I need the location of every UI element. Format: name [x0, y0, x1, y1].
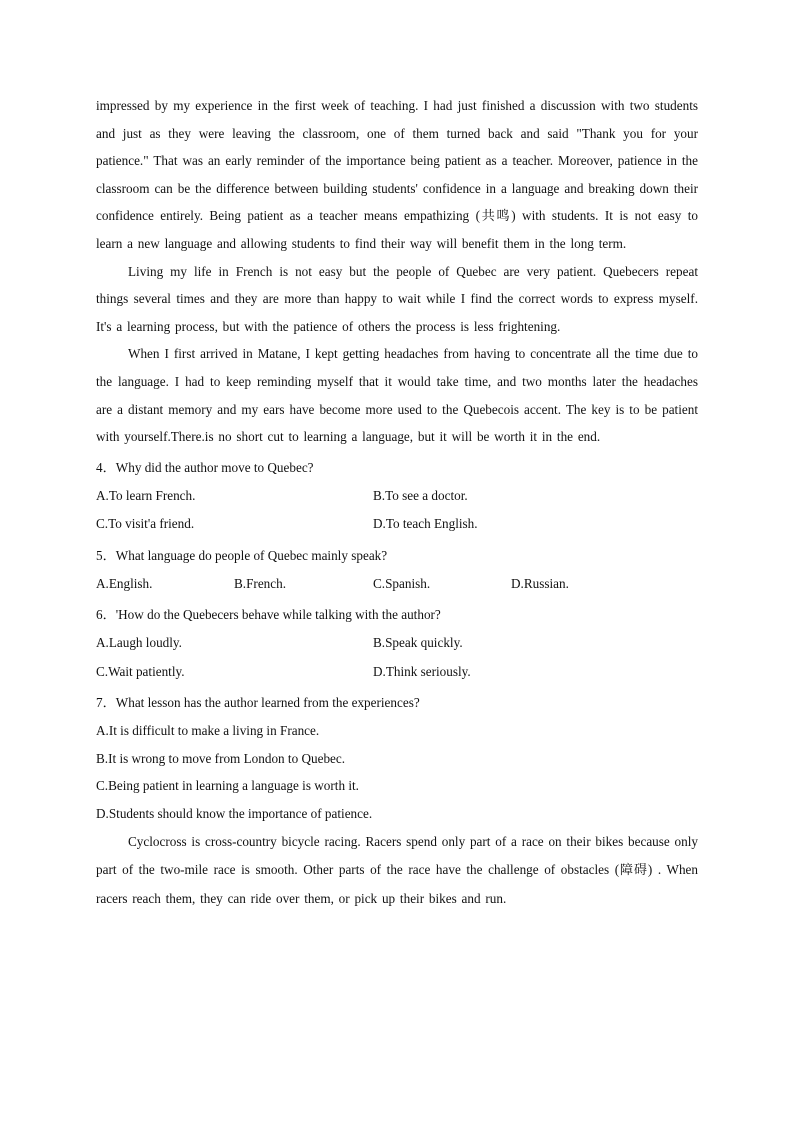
question-stem: 4．Why did the author move to Quebec?: [96, 459, 314, 475]
answer-options: [96, 570, 698, 599]
answer-option-b: B.Speak quickly.: [373, 635, 463, 651]
answer-option-d: D.Russian.: [511, 575, 569, 591]
document-page: [96, 92, 698, 913]
answer-option-c: C.Being patient in learning a language is worth it.: [96, 778, 359, 794]
question-stem: 5．What language do people of Quebec mainly speak?: [96, 547, 388, 563]
answer-option-d: D.Students should know the importance of patience.: [96, 806, 373, 821]
answer-option-a: A.It is difficult to make a living in France.: [96, 723, 320, 739]
answer-option-a: A.To learn French.: [96, 487, 196, 503]
answer-option-d: D.To teach English.: [373, 516, 478, 532]
passage-paragraph: When I first arrived in Matane, I kept getting headaches from having to concentrate all the time due to the language. I had to keep reminding myself that it would take time, and two months later the headaches are a distant memory and my ears have become more used to the Quebecois accent. The key is to be patient with yourself.There.is no short cut to learning a language, but it will be worth it in the end.: [96, 346, 698, 445]
answer-option-c: C.To visit'a friend.: [96, 516, 195, 532]
question-stem: 7．What lesson has the author learned from the experiences?: [96, 695, 420, 711]
answer-option-b: B.French.: [234, 575, 287, 591]
passage-paragraph: Living my life in French is not easy but the people of Quebec are very patient. Quebecers repeat things several times and they are more than happy to wait while I find the correct words to express myself. It's a learning process, but with the patience of others the process is less frightening.: [96, 263, 698, 334]
answer-option-d: D.Think seriously.: [373, 663, 471, 679]
answer-option-b: B.It is wrong to move from London to Quebec.: [96, 750, 346, 766]
passage-paragraph: impressed by my experience in the first week of teaching. I had just finished a discussion with two students and just as they were leaving the classroom, one of them turned back and said "Thank you for your patience." That was an early reminder of the importance being patient as a teacher. Moreover, patience in the classroom can be the difference between building students' confidence in a language and breaking down their confidence entirely. Being patient as a teacher means empathizing (共鸣) with students. It is not easy to learn a new language and allowing students to find their way will benefit them in the long term.: [96, 98, 698, 251]
answer-options: [96, 717, 698, 827]
answer-option-a: A.English.: [96, 575, 153, 591]
answer-options: [96, 629, 698, 686]
answer-options: [96, 482, 698, 539]
question-stem: 6．'How do the Quebecers behave while talking with the author?: [96, 607, 441, 623]
answer-option-c: C.Spanish.: [373, 575, 431, 591]
answer-option-a: A.Laugh loudly.: [96, 635, 182, 651]
answer-option-c: C.Wait patiently.: [96, 663, 185, 679]
passage-paragraph: Cyclocross is cross-country bicycle racing. Racers spend only part of a race on their bikes because only part of the two-mile race is smooth. Other parts of the race have the challenge of obstacles (障碍) . When racers reach them, they can ride over them, or pick up their bikes and run.: [96, 833, 698, 906]
answer-option-b: B.To see a doctor.: [373, 487, 468, 503]
